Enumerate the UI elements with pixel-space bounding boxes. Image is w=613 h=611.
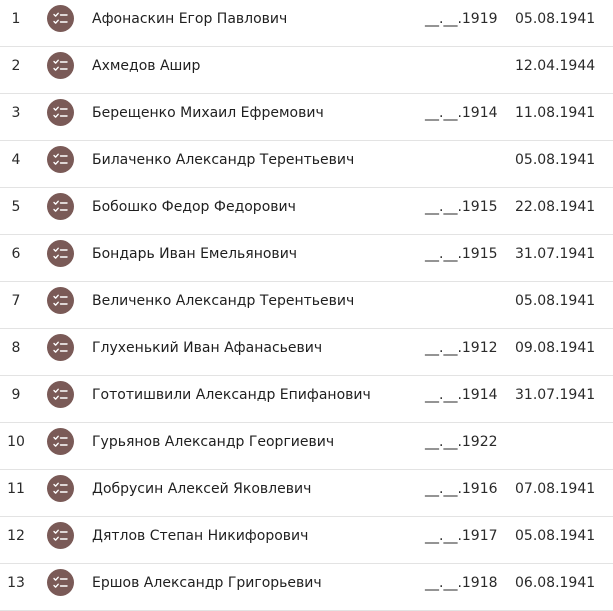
checklist-icon[interactable] (47, 522, 74, 549)
checklist-icon[interactable] (47, 428, 74, 455)
death-date: 11.08.1941 (515, 105, 596, 121)
list-item (0, 94, 613, 141)
death-date: 12.04.1944 (515, 58, 596, 74)
checklist-icon[interactable] (47, 52, 74, 79)
row-number: 13 (7, 575, 25, 591)
list-item (0, 517, 613, 564)
checklist-icon[interactable] (47, 475, 74, 502)
death-date: 05.08.1941 (515, 293, 596, 309)
row-number: 1 (11, 11, 21, 27)
death-date: 05.08.1941 (515, 528, 596, 544)
checklist-icon[interactable] (47, 193, 74, 220)
list-item (0, 141, 613, 188)
person-name: Ершов Александр Григорьевич (92, 575, 322, 591)
person-name: Бобошко Федор Федорович (92, 199, 296, 215)
row-number: 9 (11, 387, 21, 403)
birth-date: __.__.1915 (425, 199, 498, 215)
death-date: 07.08.1941 (515, 481, 596, 497)
birth-date: __.__.1912 (425, 340, 498, 356)
person-name: Гурьянов Александр Георгиевич (92, 434, 335, 450)
birth-date (425, 282, 503, 328)
death-date: 31.07.1941 (515, 387, 596, 403)
birth-date: __.__.1914 (425, 105, 498, 121)
birth-date: __.__.1916 (425, 481, 498, 497)
person-name: Ахмедов Ашир (92, 58, 201, 74)
list-item (0, 0, 613, 47)
death-date: 06.08.1941 (515, 575, 596, 591)
row-number: 8 (11, 340, 21, 356)
list-item (0, 282, 613, 329)
checklist-icon[interactable] (47, 5, 74, 32)
row-number: 11 (7, 481, 25, 497)
person-name: Глухенький Иван Афанасьевич (92, 340, 323, 356)
person-name: Билаченко Александр Терентьевич (92, 152, 355, 168)
row-number: 6 (11, 246, 21, 262)
person-name: Дятлов Степан Никифорович (92, 528, 309, 544)
birth-date (425, 141, 503, 187)
list-item (0, 376, 613, 423)
checklist-icon[interactable] (47, 146, 74, 173)
row-number: 4 (11, 152, 21, 168)
birth-date: __.__.1914 (425, 387, 498, 403)
birth-date: __.__.1915 (425, 246, 498, 262)
list-item (0, 470, 613, 517)
list-item (0, 564, 613, 611)
list-item (0, 235, 613, 282)
checklist-icon[interactable] (47, 99, 74, 126)
list-item (0, 47, 613, 94)
death-date: 09.08.1941 (515, 340, 596, 356)
checklist-icon[interactable] (47, 334, 74, 361)
birth-date: __.__.1918 (425, 575, 498, 591)
birth-date: __.__.1919 (425, 11, 498, 27)
checklist-icon[interactable] (47, 287, 74, 314)
person-name: Афонаскин Егор Павлович (92, 11, 288, 27)
person-name: Бондарь Иван Емельянович (92, 246, 298, 262)
checklist-icon[interactable] (47, 381, 74, 408)
row-number: 2 (11, 58, 21, 74)
row-number: 10 (7, 434, 25, 450)
birth-date: __.__.1922 (425, 434, 498, 450)
checklist-icon[interactable] (47, 240, 74, 267)
row-number: 7 (11, 293, 21, 309)
death-date: 31.07.1941 (515, 246, 596, 262)
row-number: 12 (7, 528, 25, 544)
death-date: 05.08.1941 (515, 152, 596, 168)
person-name: Величенко Александр Терентьевич (92, 293, 355, 309)
death-date: 22.08.1941 (515, 199, 596, 215)
list-item (0, 423, 613, 470)
death-date (515, 423, 595, 469)
checklist-icon[interactable] (47, 569, 74, 596)
list-item (0, 188, 613, 235)
person-name: Гототишвили Александр Епифанович (92, 387, 371, 403)
row-number: 5 (11, 199, 21, 215)
person-name: Берещенко Михаил Ефремович (92, 105, 324, 121)
person-name: Добрусин Алексей Яковлевич (92, 481, 312, 497)
list-item (0, 329, 613, 376)
birth-date (425, 47, 503, 93)
birth-date: __.__.1917 (425, 528, 498, 544)
death-date: 05.08.1941 (515, 11, 596, 27)
row-number: 3 (11, 105, 21, 121)
